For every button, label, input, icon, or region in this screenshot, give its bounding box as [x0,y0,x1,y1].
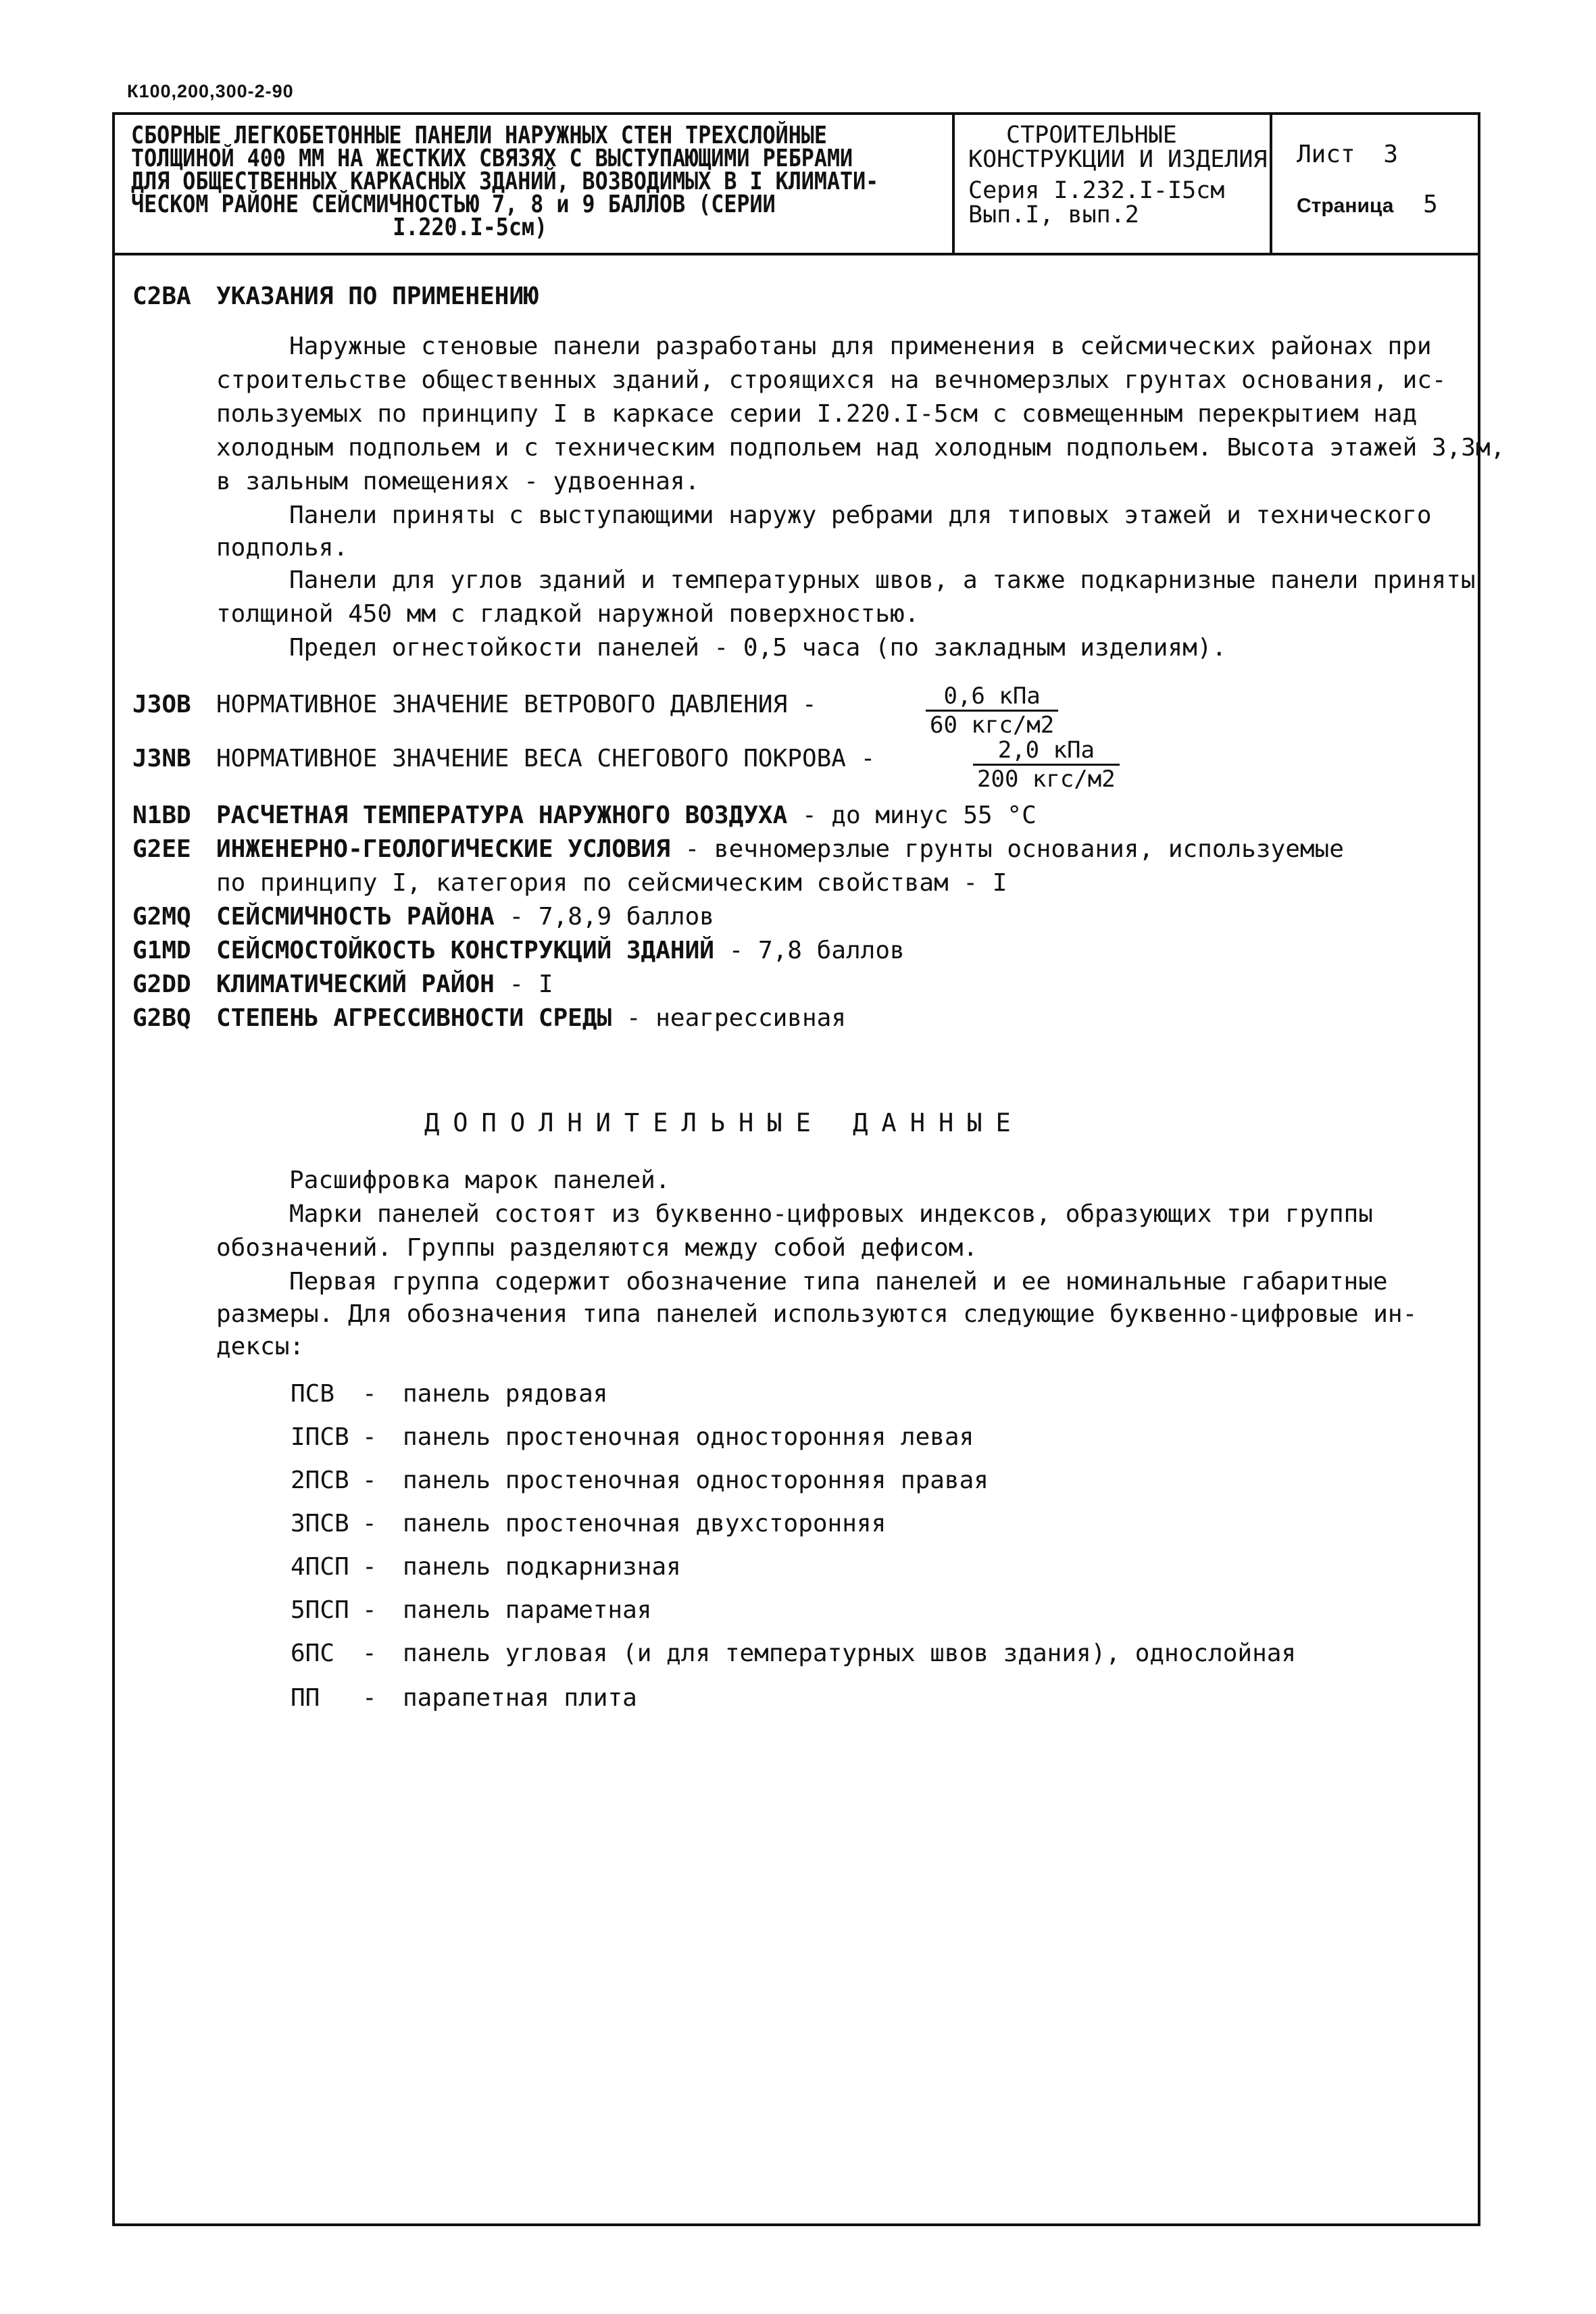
param-code: G2EE [132,835,191,863]
param-label: СЕЙСМИЧНОСТЬ РАЙОНА [216,903,495,931]
paragraph-line: пользуемых по принципу I в каркасе серии I.220.I-5см с совмещенным перекрытием над [216,400,1418,428]
section-heading: УКАЗАНИЯ ПО ПРИМЕНЕНИЮ [216,282,539,310]
index-dash: - [362,1423,377,1451]
param-value: - неагрессивная [626,1004,846,1032]
param-label: НОРМАТИВНОЕ ЗНАЧЕНИЕ ВЕСА СНЕГОВОГО ПОКРОВА - [216,745,876,772]
index-code: ПП [291,1684,320,1712]
index-desc: парапетная плита [403,1684,637,1712]
page-label: Страница [1297,195,1394,217]
param-code: G2MQ [132,903,191,931]
index-dash: - [362,1596,377,1624]
fraction-denominator: 200 кгс/м2 [977,766,1116,793]
sheet-cell [1272,115,1479,253]
paragraph-line: дексы: [216,1333,305,1360]
paragraph-line: толщиной 450 мм с гладкой наружной поверхностью. [216,600,920,628]
fraction-denominator: 60 кгс/м2 [930,712,1055,739]
title-line: ДЛЯ ОБЩЕСТВЕННЫХ КАРКАСНЫХ ЗДАНИЙ, ВОЗВОДИМЫХ В I КЛИМАТИ- [131,168,879,195]
sheet-label: Лист [1297,141,1355,168]
series-line: Серия I.232.I-I5см [968,177,1225,204]
param-value-cont: по принципу I, категория по сейсмическим свойствам - I [216,869,1007,897]
param-value: - вечномерзлые грунты основания, используемые [684,835,1344,863]
index-code: 4ПСП [291,1553,349,1581]
title-cell [115,115,955,253]
paragraph-line: Предел огнестойкости панелей - 0,5 часа (по закладным изделиям). [289,634,1227,662]
index-dash: - [362,1684,377,1712]
fraction-numerator: 0,6 кПа [926,683,1058,712]
param-row [216,903,714,931]
paragraph-line: обозначений. Группы разделяются между собой дефисом. [216,1234,978,1262]
param-value: - 7,8 баллов [728,937,905,964]
param-row [216,1004,846,1032]
paragraph-line: холодным подпольем и с техническим подпольем над холодным подпольем. Высота этажей 3,3м, [216,434,1505,462]
series-line: Вып.I, вып.2 [968,201,1139,228]
param-value: - I [509,970,553,998]
param-row [216,835,1344,863]
param-code: G1MD [132,937,191,964]
snow-fraction [973,737,1120,793]
paragraph-line: Расшифровка марок панелей. [289,1166,670,1194]
index-dash: - [362,1467,377,1494]
index-code: IПСВ [291,1423,349,1451]
document-code: К100,200,300-2-90 [127,81,294,101]
index-code: 6ПС [291,1640,335,1667]
index-code: 2ПСВ [291,1467,349,1494]
param-value: - до минус 55 °С [801,802,1037,829]
fraction-numerator: 2,0 кПа [973,737,1120,766]
paragraph-line: строительстве общественных зданий, строящихся на вечномерзлых грунтах основания, ис- [216,366,1447,394]
title-line: СБОРНЫЕ ЛЕГКОБЕТОННЫЕ ПАНЕЛИ НАРУЖНЫХ СТЕН ТРЕХСЛОЙНЫЕ [131,122,827,149]
index-code: 3ПСВ [291,1510,349,1537]
param-label: РАСЧЕТНАЯ ТЕМПЕРАТУРА НАРУЖНОГО ВОЗДУХА [216,802,788,829]
title-line: ТОЛЩИНОЙ 400 ММ НА ЖЕСТКИХ СВЯЗЯХ С ВЫСТУПАЮЩИМИ РЕБРАМИ [131,145,853,172]
index-desc: панель простеночная односторонняя правая [403,1467,989,1494]
index-code: ПСВ [291,1380,335,1408]
page-row [1297,191,1479,241]
sheet-value: 3 [1383,141,1399,168]
paragraph-line: Марки панелей состоят из буквенно-цифровых индексов, образующих три группы [289,1200,1373,1228]
param-code: G2BQ [132,1004,191,1032]
index-desc: панель простеночная односторонняя левая [403,1423,974,1451]
param-value: - 7,8,9 баллов [509,903,714,931]
param-label: СЕЙСМОСТОЙКОСТЬ КОНСТРУКЦИЙ ЗДАНИЙ [216,937,714,964]
series-line: КОНСТРУКЦИИ И ИЗДЕЛИЯ [968,146,1268,173]
param-row [216,970,553,998]
page-value: 5 [1423,191,1438,218]
section-heading: ДОПОЛНИТЕЛЬНЫЕ ДАННЫЕ [424,1108,1024,1137]
param-code: N1BD [132,802,191,829]
paragraph-line: подполья. [216,534,349,562]
title-block [115,115,1478,255]
param-code: G2DD [132,970,191,998]
series-cell [955,115,1272,253]
index-desc: панель простеночная двухсторонняя [403,1510,887,1537]
page-frame [112,112,1505,2226]
section-code: C2BA [132,282,191,310]
index-desc: панель параметная [403,1596,652,1624]
param-label: ИНЖЕНЕРНО-ГЕОЛОГИЧЕСКИЕ УСЛОВИЯ [216,835,670,863]
title-line: I.220.I-5см) [393,214,548,241]
param-row [216,937,905,964]
series-line: СТРОИТЕЛЬНЫЕ [1006,122,1177,149]
title-line: ЧЕСКОМ РАЙОНЕ СЕЙСМИЧНОСТЬЮ 7, 8 и 9 БАЛЛОВ (СЕРИИ [131,191,776,218]
index-desc: панель угловая (и для температурных швов здания), однослойная [403,1640,1297,1667]
index-dash: - [362,1640,377,1667]
index-dash: - [362,1380,377,1408]
param-code: J3NB [132,745,191,772]
param-label: НОРМАТИВНОЕ ЗНАЧЕНИЕ ВЕТРОВОГО ДАВЛЕНИЯ - [216,691,817,718]
index-dash: - [362,1510,377,1537]
param-label: СТЕПЕНЬ АГРЕССИВНОСТИ СРЕДЫ [216,1004,612,1032]
paragraph-line: Панели для углов зданий и температурных швов, а также подкарнизные панели приняты [289,566,1476,594]
index-code: 5ПСП [291,1596,349,1624]
sheet-row [1297,141,1479,191]
paragraph-line: в зальным помещениях - удвоенная. [216,468,700,495]
param-row [216,802,1037,829]
paragraph-line: Панели приняты с выступающими наружу ребрами для типовых этажей и технического [289,501,1432,529]
index-desc: панель подкарнизная [403,1553,681,1581]
paragraph-line: Первая группа содержит обозначение типа панелей и ее номинальные габаритные [289,1268,1388,1296]
index-dash: - [362,1553,377,1581]
param-code: J3OB [132,691,191,718]
param-label: КЛИМАТИЧЕСКИЙ РАЙОН [216,970,495,998]
wind-fraction [926,683,1058,739]
paragraph-line: размеры. Для обозначения типа панелей используются следующие буквенно-цифровые ин- [216,1300,1418,1328]
paragraph-line: Наружные стеновые панели разработаны для применения в сейсмических районах при [289,333,1432,360]
index-desc: панель рядовая [403,1380,608,1408]
